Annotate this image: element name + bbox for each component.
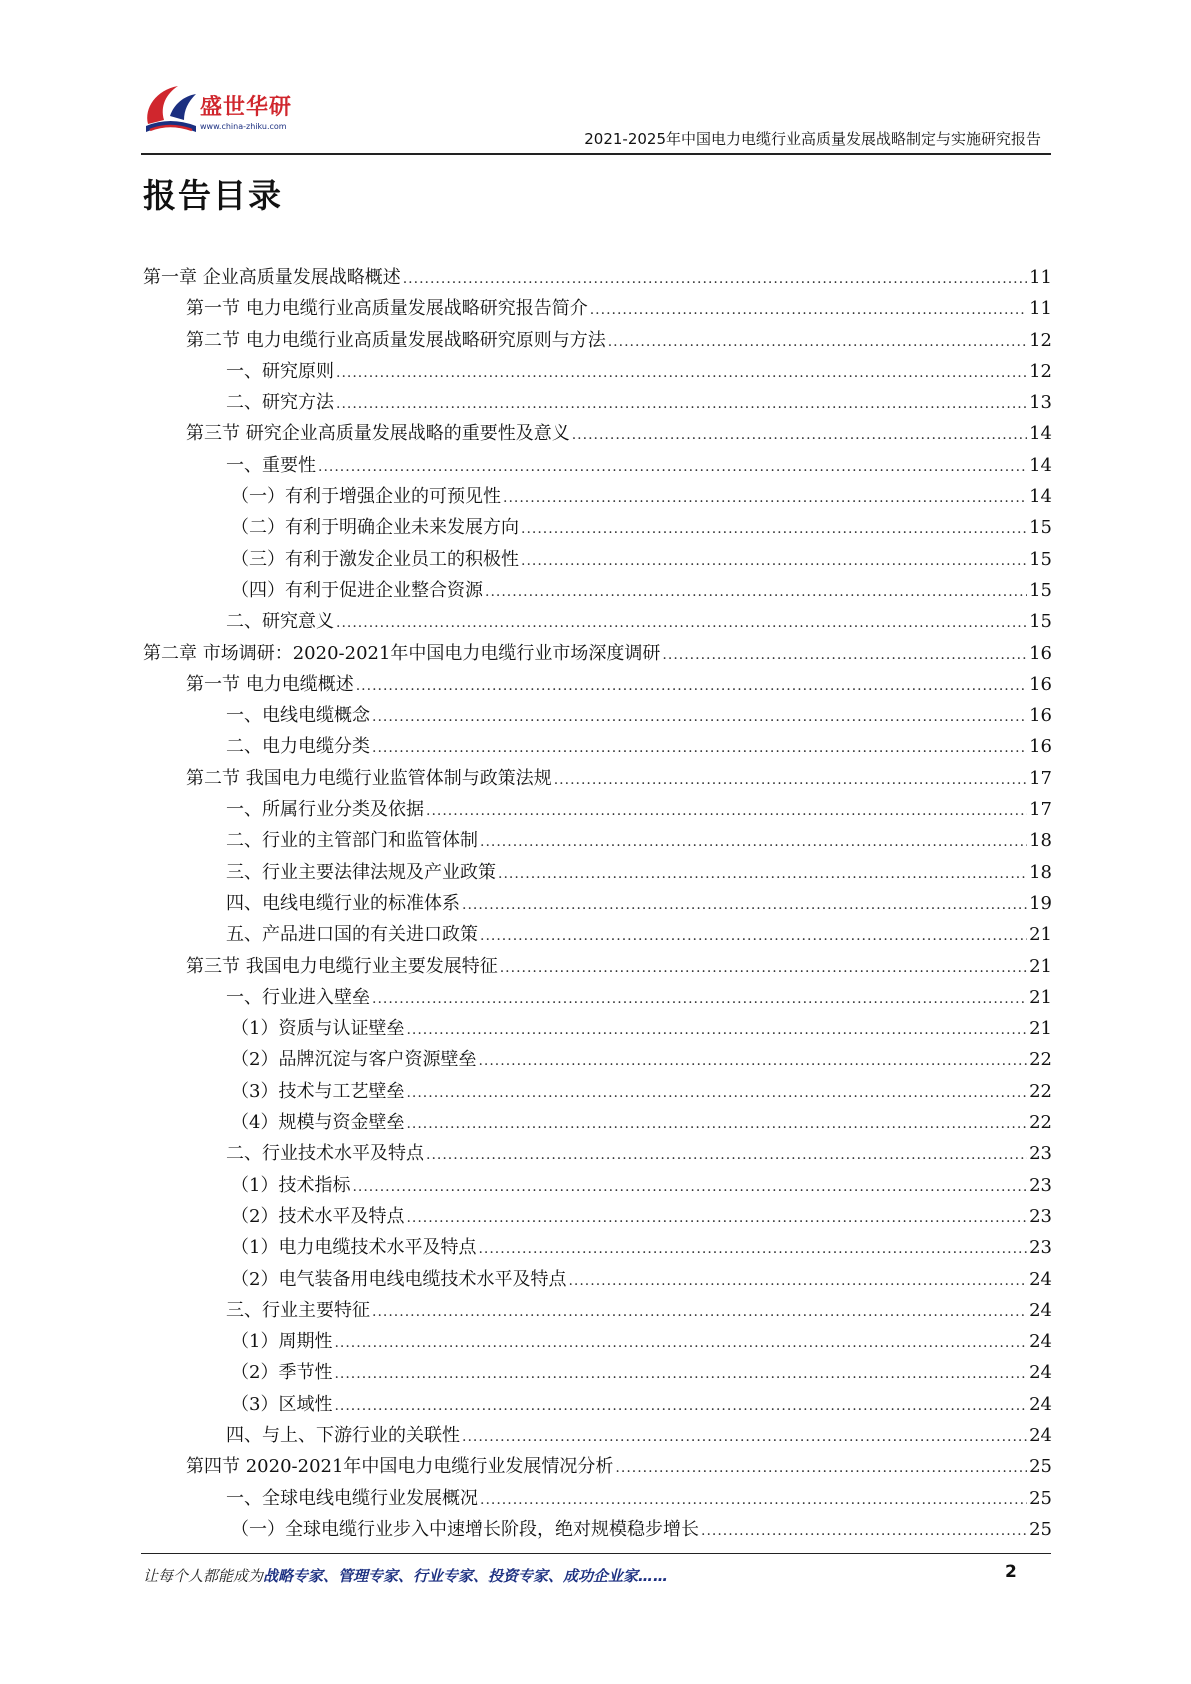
toc-entry-page: 16 bbox=[1029, 673, 1052, 695]
toc-entry[interactable] bbox=[143, 982, 1052, 1013]
logo-icon bbox=[140, 80, 202, 140]
toc-entry-page: 23 bbox=[1029, 1205, 1052, 1227]
toc-leader-dots bbox=[662, 640, 1027, 671]
toc-entry[interactable] bbox=[143, 794, 1052, 825]
toc-entry-label: 一、行业进入壁垒 bbox=[226, 986, 370, 1008]
toc-entry-page: 18 bbox=[1029, 830, 1052, 852]
toc-entry[interactable] bbox=[143, 1044, 1052, 1075]
toc-entry-page: 21 bbox=[1029, 955, 1052, 977]
toc-leader-dots bbox=[406, 1015, 1027, 1046]
toc-entry[interactable] bbox=[143, 293, 1052, 324]
toc-entry-label: （二）有利于明确企业未来发展方向 bbox=[231, 517, 519, 539]
page-number: 2 bbox=[1005, 1562, 1017, 1582]
toc-entry[interactable] bbox=[143, 638, 1052, 669]
toc-leader-dots bbox=[356, 671, 1027, 702]
toc-leader-dots bbox=[336, 608, 1027, 639]
toc-entry-page: 23 bbox=[1029, 1174, 1052, 1196]
toc-entry-label: 二、研究方法 bbox=[226, 392, 334, 414]
toc-entry[interactable] bbox=[143, 1295, 1052, 1326]
toc-entry[interactable] bbox=[143, 1170, 1052, 1201]
toc-entry[interactable] bbox=[143, 1451, 1052, 1482]
toc-entry-page: 21 bbox=[1029, 924, 1052, 946]
toc-entry-page: 11 bbox=[1029, 267, 1052, 288]
toc-entry-label: （1）资质与认证壁垒 bbox=[231, 1018, 405, 1040]
toc-entry-label: （一）有利于增强企业的可预见性 bbox=[231, 486, 501, 508]
toc-entry-label: 一、电线电缆概念 bbox=[226, 705, 370, 727]
toc-entry[interactable] bbox=[143, 1357, 1052, 1388]
toc-entry-label: 五、产品进口国的有关进口政策 bbox=[226, 924, 478, 946]
toc-entry-page: 15 bbox=[1029, 548, 1052, 570]
toc-leader-dots bbox=[336, 389, 1027, 420]
toc-entry[interactable] bbox=[143, 262, 1052, 293]
toc-entry-page: 22 bbox=[1029, 1049, 1052, 1071]
toc-entry-page: 16 bbox=[1029, 736, 1052, 758]
toc-entry[interactable] bbox=[143, 450, 1052, 481]
toc-entry-label: （三）有利于激发企业员工的积极性 bbox=[231, 548, 519, 570]
toc-entry-label: 四、电线电缆行业的标准体系 bbox=[226, 892, 460, 914]
toc-leader-dots bbox=[406, 1203, 1027, 1234]
toc-entry-label: 二、电力电缆分类 bbox=[226, 736, 370, 758]
toc-leader-dots bbox=[336, 358, 1027, 389]
toc-leader-dots bbox=[500, 953, 1027, 984]
toc-leader-dots bbox=[480, 827, 1027, 858]
toc-entry-label: 一、所属行业分类及依据 bbox=[226, 799, 424, 821]
toc-entry-page: 18 bbox=[1029, 861, 1052, 883]
toc-entry-page: 16 bbox=[1029, 642, 1052, 664]
toc-leader-dots bbox=[485, 577, 1027, 608]
toc-entry-label: （3）区域性 bbox=[231, 1393, 333, 1415]
toc-entry-label: 第二节 电力电缆行业高质量发展战略研究原则与方法 bbox=[186, 329, 606, 351]
toc-entry-page: 22 bbox=[1029, 1080, 1052, 1102]
toc-entry-label: 第三节 我国电力电缆行业主要发展特征 bbox=[186, 955, 498, 977]
toc-entry-label: 第四节 2020-2021年中国电力电缆行业发展情况分析 bbox=[186, 1456, 614, 1478]
toc-entry-page: 14 bbox=[1029, 423, 1052, 445]
toc-entry-page: 22 bbox=[1029, 1112, 1052, 1134]
slogan-highlight: 战略专家、管理专家、行业专家、投资专家、成功企业家…… bbox=[263, 1567, 669, 1585]
toc-entry-page: 24 bbox=[1029, 1331, 1052, 1353]
toc-entry[interactable] bbox=[143, 1201, 1052, 1232]
toc-entry[interactable] bbox=[143, 951, 1052, 982]
toc-entry[interactable] bbox=[143, 1107, 1052, 1138]
toc-entry[interactable] bbox=[143, 512, 1052, 543]
toc-entry-page: 11 bbox=[1029, 298, 1052, 320]
toc-entry[interactable] bbox=[143, 1076, 1052, 1107]
toc-leader-dots bbox=[426, 1140, 1027, 1171]
toc-leader-dots bbox=[334, 1328, 1027, 1359]
toc-leader-dots bbox=[521, 546, 1027, 577]
toc-entry-page: 15 bbox=[1029, 517, 1052, 539]
toc-entry-page: 13 bbox=[1029, 392, 1052, 414]
toc-entry-page: 23 bbox=[1029, 1237, 1052, 1259]
toc-leader-dots bbox=[554, 765, 1027, 796]
toc-leader-dots bbox=[334, 1359, 1027, 1390]
toc-entry-label: 二、行业的主管部门和监管体制 bbox=[226, 830, 478, 852]
toc-entry-page: 24 bbox=[1029, 1424, 1052, 1446]
logo-url: www.china-zhiku.com bbox=[200, 122, 287, 131]
toc-entry-page: 24 bbox=[1029, 1362, 1052, 1384]
toc-leader-dots bbox=[426, 796, 1027, 827]
toc-leader-dots bbox=[406, 1109, 1027, 1140]
toc-entry-label: （一）全球电缆行业步入中速增长阶段，绝对规模稳步增长 bbox=[231, 1518, 699, 1540]
toc-leader-dots bbox=[372, 1297, 1027, 1328]
toc-entry-label: 二、行业技术水平及特点 bbox=[226, 1143, 424, 1165]
toc-entry-page: 24 bbox=[1029, 1299, 1052, 1321]
toc-entry-label: （1）技术指标 bbox=[231, 1174, 351, 1196]
toc-entry[interactable] bbox=[143, 356, 1052, 387]
toc-leader-dots bbox=[478, 1046, 1027, 1077]
toc-entry-page: 15 bbox=[1029, 611, 1052, 633]
toc-leader-dots bbox=[480, 921, 1027, 952]
toc-entry-page: 21 bbox=[1029, 986, 1052, 1008]
toc-entry-label: 第一章 企业高质量发展战略概述 bbox=[143, 267, 401, 288]
toc-entry-label: 二、研究意义 bbox=[226, 611, 334, 633]
slogan-prefix: 让每个人都能成为 bbox=[143, 1567, 264, 1585]
toc-entry-label: 第三节 研究企业高质量发展战略的重要性及意义 bbox=[186, 423, 570, 445]
toc-entry-label: 一、重要性 bbox=[226, 454, 316, 476]
toc-entry-label: （2）技术水平及特点 bbox=[231, 1205, 405, 1227]
toc-leader-dots bbox=[521, 514, 1027, 545]
page-title: 报告目录 bbox=[143, 176, 283, 215]
toc-entry-label: 三、行业主要特征 bbox=[226, 1299, 370, 1321]
toc-leader-dots bbox=[608, 327, 1027, 358]
toc-entry-label: 第一节 电力电缆行业高质量发展战略研究报告简介 bbox=[186, 298, 588, 320]
toc-entry[interactable] bbox=[143, 481, 1052, 512]
toc-entry[interactable] bbox=[143, 544, 1052, 575]
toc-entry-page: 17 bbox=[1029, 799, 1052, 821]
toc-entry-label: （3）技术与工艺壁垒 bbox=[231, 1080, 405, 1102]
toc-leader-dots bbox=[318, 452, 1027, 483]
toc-entry-label: （2）品牌沉淀与客户资源壁垒 bbox=[231, 1049, 477, 1071]
toc-entry-page: 24 bbox=[1029, 1393, 1052, 1415]
toc-entry[interactable] bbox=[143, 575, 1052, 606]
toc-entry[interactable] bbox=[143, 606, 1052, 637]
toc-leader-dots bbox=[406, 1078, 1027, 1109]
toc-entry-page: 21 bbox=[1029, 1018, 1052, 1040]
toc-entry[interactable] bbox=[143, 1013, 1052, 1044]
toc-entry-page: 24 bbox=[1029, 1268, 1052, 1290]
footer-divider bbox=[141, 1553, 1051, 1554]
toc-entry-page: 15 bbox=[1029, 579, 1052, 601]
toc-entry[interactable] bbox=[143, 1138, 1052, 1169]
footer-slogan bbox=[143, 1565, 668, 1586]
toc-leader-dots bbox=[334, 1391, 1027, 1422]
toc-entry-label: （1）电力电缆技术水平及特点 bbox=[231, 1237, 477, 1259]
toc-entry[interactable] bbox=[143, 325, 1052, 356]
toc-leader-dots bbox=[572, 420, 1027, 451]
toc-entry-label: 第一节 电力电缆概述 bbox=[186, 673, 354, 695]
toc-entry[interactable] bbox=[143, 669, 1052, 700]
toc-entry[interactable] bbox=[143, 1514, 1052, 1545]
toc-leader-dots bbox=[462, 890, 1027, 921]
toc-entry[interactable] bbox=[143, 763, 1052, 794]
toc-leader-dots bbox=[372, 984, 1027, 1015]
table-of-contents bbox=[143, 262, 1052, 1545]
toc-entry[interactable] bbox=[143, 1264, 1052, 1295]
toc-entry-label: 四、与上、下游行业的关联性 bbox=[226, 1424, 460, 1446]
toc-leader-dots bbox=[701, 1516, 1027, 1547]
toc-entry[interactable] bbox=[143, 731, 1052, 762]
toc-entry[interactable] bbox=[143, 1389, 1052, 1420]
toc-entry-page: 19 bbox=[1029, 892, 1052, 914]
toc-leader-dots bbox=[503, 483, 1027, 514]
toc-entry-page: 12 bbox=[1029, 329, 1052, 351]
toc-entry-label: 第二章 市场调研：2020-2021年中国电力电缆行业市场深度调研 bbox=[143, 642, 661, 664]
toc-entry-page: 23 bbox=[1029, 1143, 1052, 1165]
toc-entry-label: 一、全球电线电缆行业发展概况 bbox=[226, 1487, 478, 1509]
toc-entry[interactable] bbox=[143, 1483, 1052, 1514]
toc-entry[interactable] bbox=[143, 857, 1052, 888]
toc-entry-page: 17 bbox=[1029, 767, 1052, 789]
toc-entry[interactable] bbox=[143, 387, 1052, 418]
logo-text: 盛世华研 bbox=[200, 95, 293, 120]
toc-leader-dots bbox=[403, 264, 1027, 295]
toc-leader-dots bbox=[480, 1485, 1027, 1516]
toc-entry[interactable] bbox=[143, 1420, 1052, 1451]
toc-entry[interactable] bbox=[143, 418, 1052, 449]
toc-leader-dots bbox=[372, 733, 1027, 764]
toc-entry-page: 14 bbox=[1029, 454, 1052, 476]
report-title: 2021-2025年中国电力电缆行业高质量发展战略制定与实施研究报告 bbox=[584, 130, 1041, 148]
toc-entry-page: 14 bbox=[1029, 486, 1052, 508]
toc-leader-dots bbox=[352, 1172, 1027, 1203]
toc-leader-dots bbox=[462, 1422, 1027, 1453]
toc-entry[interactable] bbox=[143, 888, 1052, 919]
toc-entry-page: 25 bbox=[1029, 1518, 1052, 1540]
toc-entry[interactable] bbox=[143, 1232, 1052, 1263]
toc-leader-dots bbox=[590, 295, 1027, 326]
toc-entry[interactable] bbox=[143, 1326, 1052, 1357]
header-divider bbox=[141, 153, 1051, 155]
toc-leader-dots bbox=[372, 702, 1027, 733]
toc-entry-label: （四）有利于促进企业整合资源 bbox=[231, 579, 483, 601]
toc-entry-page: 12 bbox=[1029, 360, 1052, 382]
toc-entry-page: 16 bbox=[1029, 705, 1052, 727]
toc-entry-page: 25 bbox=[1029, 1456, 1052, 1478]
toc-entry-label: （2）季节性 bbox=[231, 1362, 333, 1384]
toc-leader-dots bbox=[478, 1234, 1027, 1265]
toc-leader-dots bbox=[568, 1266, 1027, 1297]
toc-entry-label: （4）规模与资金壁垒 bbox=[231, 1112, 405, 1134]
company-logo bbox=[140, 80, 310, 142]
toc-entry-label: 一、研究原则 bbox=[226, 360, 334, 382]
toc-entry[interactable] bbox=[143, 700, 1052, 731]
toc-entry-label: （1）周期性 bbox=[231, 1331, 333, 1353]
toc-entry-page: 25 bbox=[1029, 1487, 1052, 1509]
toc-entry-label: 三、行业主要法律法规及产业政策 bbox=[226, 861, 496, 883]
toc-entry-label: 第二节 我国电力电缆行业监管体制与政策法规 bbox=[186, 767, 552, 789]
toc-entry[interactable] bbox=[143, 919, 1052, 950]
toc-leader-dots bbox=[498, 859, 1027, 890]
toc-leader-dots bbox=[615, 1453, 1027, 1484]
toc-entry[interactable] bbox=[143, 825, 1052, 856]
toc-entry-label: （2）电气装备用电线电缆技术水平及特点 bbox=[231, 1268, 567, 1290]
